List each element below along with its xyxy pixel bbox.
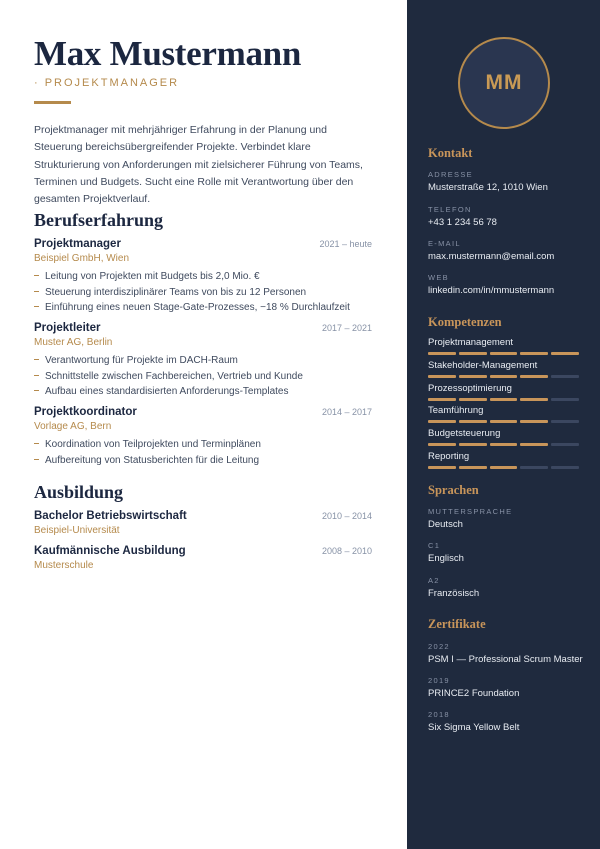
skill-level-bar — [428, 466, 579, 469]
skill-level-segment — [551, 420, 579, 423]
skill-level-segment — [520, 466, 548, 469]
school-name: Beispiel-Universität — [34, 525, 120, 536]
bullet-item: Aufbereitung von Statusberichten für die Leitung — [34, 453, 372, 469]
bullet-item: Einführung eines neuen Stage-Gate-Prozesses, −18 % Durchlaufzeit — [34, 300, 372, 316]
certificate-name: PRINCE2 Foundation — [428, 688, 520, 699]
experience-heading: Berufserfahrung — [34, 210, 163, 230]
job-title: Projektkoordinator — [34, 406, 137, 418]
job-entry — [34, 238, 372, 316]
certificate-name: Six Sigma Yellow Belt — [428, 722, 520, 733]
skill-name: Projektmanagement — [428, 337, 514, 348]
contact-label: TELEFON — [428, 205, 472, 214]
skill-level-segment — [520, 420, 548, 423]
bullet-item: Steuerung interdisziplinärer Teams von bis zu 12 Personen — [34, 285, 372, 301]
skill-item — [428, 405, 579, 423]
skill-name: Reporting — [428, 451, 470, 462]
certificate-name: PSM I — Professional Scrum Master — [428, 654, 583, 665]
skill-name: Teamführung — [428, 405, 484, 417]
skill-item — [428, 428, 579, 446]
job-title: Projektmanager — [34, 238, 121, 250]
skill-item — [428, 360, 579, 378]
skill-level-segment — [459, 398, 487, 401]
languages-heading: Sprachen — [428, 483, 479, 497]
skill-level-segment — [428, 443, 456, 446]
skill-level-bar — [428, 443, 579, 446]
skill-level-segment — [490, 420, 518, 423]
education-entry — [34, 545, 372, 572]
skill-name: Budgetsteuerung — [428, 428, 501, 440]
contact-address: Musterstraße 12, 1010 Wien — [428, 182, 548, 193]
certificate-year: 2018 — [428, 710, 450, 719]
job-company: Beispiel GmbH, Wien — [34, 253, 130, 264]
skill-level-segment — [428, 466, 456, 469]
skill-level-segment — [459, 352, 487, 355]
skill-level-segment — [551, 398, 579, 401]
profile-summary: Projektmanager mit mehrjähriger Erfahrung in der Planung und Steuerung bereichsübergreifender Projekte. Verbindet klare Strukturierung von Anforderungen mit zielsicherer Führung von Teams, Terminen und Budgets. Sucht eine Rolle mit Verantwortung über den gesamten Projektverlauf. — [34, 124, 363, 206]
job-bullets — [34, 437, 372, 468]
contact-label: WEB — [428, 273, 449, 282]
bullet-item: Verantwortung für Projekte im DACH-Raum — [34, 353, 372, 369]
sidebar — [407, 0, 600, 849]
skill-level-segment — [551, 352, 579, 355]
job-entry — [34, 322, 372, 400]
certificate-year: 2022 — [428, 642, 450, 651]
contact-web[interactable]: linkedin.com/in/mmustermann — [428, 285, 555, 296]
contact-phone: +43 1 234 56 78 — [428, 217, 497, 228]
skill-item — [428, 337, 579, 355]
skill-level-segment — [459, 375, 487, 378]
certificates-heading: Zertifikate — [428, 617, 486, 631]
skill-level-bar — [428, 420, 579, 423]
skill-level-segment — [428, 398, 456, 401]
skill-level-segment — [490, 398, 518, 401]
job-role: · PROJEKTMANAGER — [34, 77, 180, 89]
job-bullets — [34, 269, 372, 316]
job-date: 2014 – 2017 — [321, 407, 372, 417]
skill-level-segment — [459, 443, 487, 446]
skill-name: Prozessoptimierung — [428, 382, 512, 394]
skill-level-segment — [551, 375, 579, 378]
skill-name: Stakeholder-Management — [428, 359, 538, 371]
job-date: 2021 – heute — [319, 239, 372, 249]
language-level: MUTTERSPRACHE — [428, 507, 513, 516]
skill-level-segment — [551, 466, 579, 469]
certificate-year: 2019 — [428, 676, 450, 685]
job-company: Muster AG, Berlin — [34, 337, 113, 348]
bullet-item: Koordination von Teilprojekten und Terminplänen — [34, 437, 372, 453]
job-date: 2017 – 2021 — [321, 323, 372, 333]
language-level: A2 — [428, 576, 440, 585]
skill-item — [428, 451, 579, 469]
skill-item — [428, 383, 579, 401]
candidate-name: Max Mustermann — [34, 34, 302, 73]
skill-level-segment — [490, 466, 518, 469]
skill-level-bar — [428, 375, 579, 378]
school-name: Musterschule — [34, 560, 94, 571]
skill-level-segment — [551, 443, 579, 446]
skill-level-segment — [490, 443, 518, 446]
job-bullets — [34, 353, 372, 400]
avatar-initials: MM — [485, 71, 523, 94]
contact-label: E-MAIL — [428, 239, 461, 248]
skill-level-segment — [490, 375, 518, 378]
skill-level-segment — [428, 352, 456, 355]
skill-level-segment — [428, 420, 456, 423]
skill-level-segment — [459, 420, 487, 423]
education-entry — [34, 510, 372, 537]
skill-level-segment — [490, 352, 518, 355]
language-level: C1 — [428, 541, 441, 550]
degree-title: Kaufmännische Ausbildung — [34, 545, 186, 557]
skill-level-segment — [520, 375, 548, 378]
language-name: Englisch — [428, 553, 464, 564]
accent-divider — [34, 101, 71, 104]
language-name: Französisch — [428, 588, 480, 599]
education-date: 2008 – 2010 — [321, 546, 372, 556]
bullet-item: Schnittstelle zwischen Fachbereichen, Vertrieb und Kunde — [34, 369, 372, 385]
job-company: Vorlage AG, Bern — [34, 421, 112, 432]
skill-level-segment — [459, 466, 487, 469]
job-entry — [34, 406, 372, 468]
skill-level-bar — [428, 398, 579, 401]
education-heading: Ausbildung — [34, 482, 124, 502]
language-name: Deutsch — [428, 519, 463, 530]
contact-email[interactable]: max.mustermann@email.com — [428, 251, 555, 262]
degree-title: Bachelor Betriebswirtschaft — [34, 510, 187, 522]
contact-label: ADRESSE — [428, 170, 473, 179]
education-date: 2010 – 2014 — [321, 511, 372, 521]
avatar — [458, 37, 550, 129]
contact-heading: Kontakt — [428, 146, 473, 160]
bullet-item: Aufbau eines standardisierten Anforderungs-Templates — [34, 384, 372, 400]
skill-level-segment — [520, 352, 548, 355]
skills-heading: Kompetenzen — [428, 315, 502, 329]
skill-level-segment — [520, 398, 548, 401]
skill-level-segment — [428, 375, 456, 378]
skill-level-segment — [520, 443, 548, 446]
job-title: Projektleiter — [34, 322, 101, 334]
bullet-item: Leitung von Projekten mit Budgets bis 2,0 Mio. € — [34, 269, 372, 285]
skill-level-bar — [428, 352, 579, 355]
